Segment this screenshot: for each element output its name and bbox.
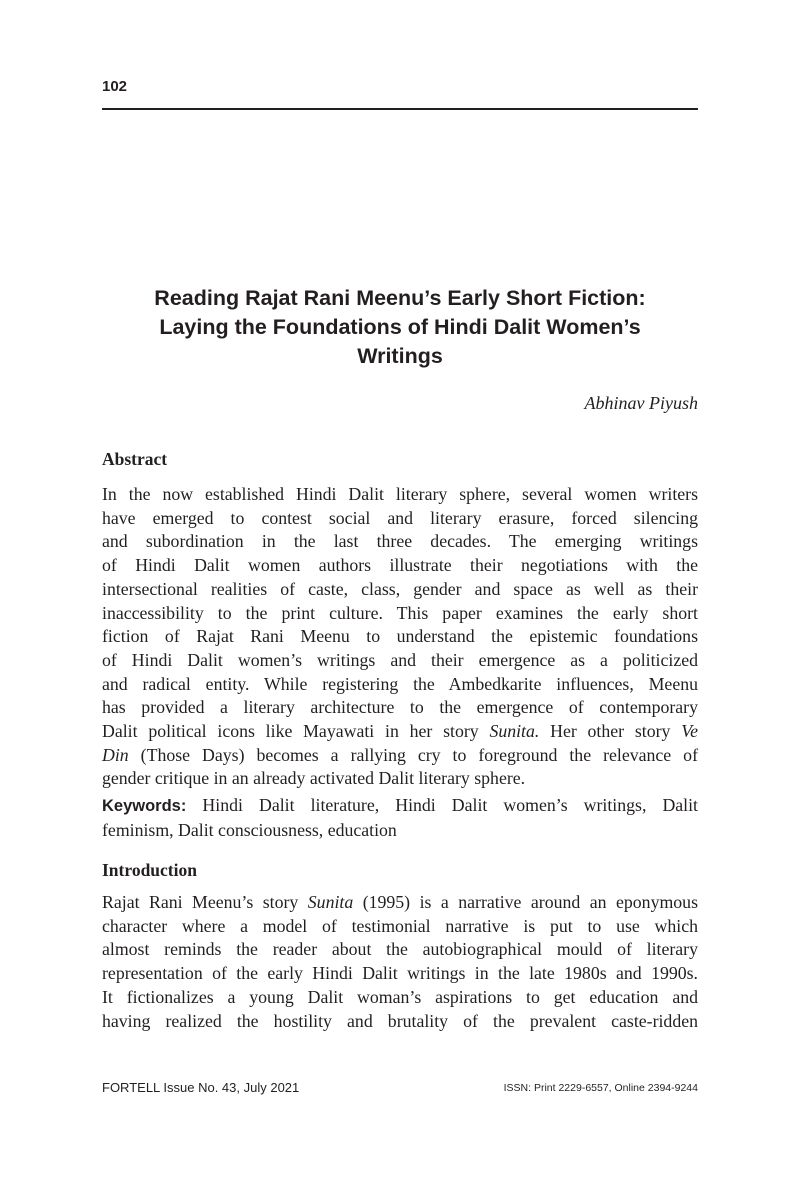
article-title [102, 284, 698, 371]
text-line: inaccessibility to the print culture. This paper examines the early short [102, 602, 698, 623]
text-line: character where a model of testimonial narrative is put to use which [102, 915, 698, 936]
title-line: Writings [357, 344, 443, 368]
text-line [102, 794, 698, 819]
text-line: and radical entity. While registering the Ambedkarite influences, Meenu [102, 673, 698, 694]
abstract-heading: Abstract [102, 449, 168, 469]
introduction-heading: Introduction [102, 860, 197, 880]
text-line: of Hindi Dalit women authors illustrate their negotiations with the [102, 555, 698, 576]
keywords-label: Keywords: [102, 797, 187, 815]
text-run: (1995) is a narrative around an eponymous [353, 892, 698, 912]
title-line: Reading Rajat Rani Meenu’s Early Short Fiction: [154, 286, 646, 310]
text-run: Her other story [539, 721, 682, 742]
header-rule [102, 108, 698, 110]
page-number: 102 [102, 78, 128, 95]
text-line: feminism, Dalit consciousness, education [102, 819, 397, 840]
text-line: almost reminds the reader about the autobiographical mould of literary [102, 939, 698, 960]
text-line: It fictionalizes a young Dalit woman’s aspirations to get education and [102, 986, 698, 1007]
text-line [102, 744, 698, 768]
keywords-paragraph [102, 794, 698, 842]
text-line: have emerged to contest social and literary erasure, forced silencing [102, 507, 698, 528]
text-line: gender critique in an already activated Dalit literary sphere. [102, 768, 526, 789]
story-title: Din [102, 744, 129, 765]
text-run: Rajat Rani Meenu’s story [102, 892, 308, 912]
story-title: Sunita. [489, 721, 540, 742]
text-line: having realized the hostility and brutality of the prevalent caste-ridden [102, 1010, 698, 1031]
footer-journal: FORTELL Issue No. 43, July 2021 [102, 1080, 300, 1095]
text-line [102, 891, 698, 915]
abstract-paragraph [102, 483, 698, 791]
text-line: fiction of Rajat Rani Meenu to understand the epistemic foundations [102, 626, 698, 647]
text-run: (Those Days) becomes a rallying cry to foreground the relevance of [128, 744, 698, 765]
keywords-text: Hindi Dalit literature, Hindi Dalit women’s writings, Dalit [202, 795, 698, 815]
text-line: In the now established Hindi Dalit literary sphere, several women writers [102, 484, 698, 504]
text-line: intersectional realities of caste, class, gender and space as well as their [102, 578, 698, 599]
text-line [102, 720, 698, 744]
introduction-paragraph [102, 891, 698, 1033]
text-run: Dalit political icons like Mayawati in her story [102, 721, 490, 742]
footer-issn: ISSN: Print 2229-6557, Online 2394-9244 [503, 1082, 698, 1094]
story-title: Ve [681, 721, 698, 742]
story-title: Sunita [307, 892, 354, 912]
title-line: Laying the Foundations of Hindi Dalit Women’s [159, 315, 641, 339]
text-line: has provided a literary architecture to the emergence of contemporary [102, 697, 698, 718]
text-line: of Hindi Dalit women’s writings and their emergence as a politicized [102, 649, 698, 670]
text-line: and subordination in the last three decades. The emerging writings [102, 531, 698, 552]
text-line: representation of the early Hindi Dalit writings in the late 1980s and 1990s. [102, 963, 698, 984]
author-name: Abhinav Piyush [584, 393, 698, 413]
